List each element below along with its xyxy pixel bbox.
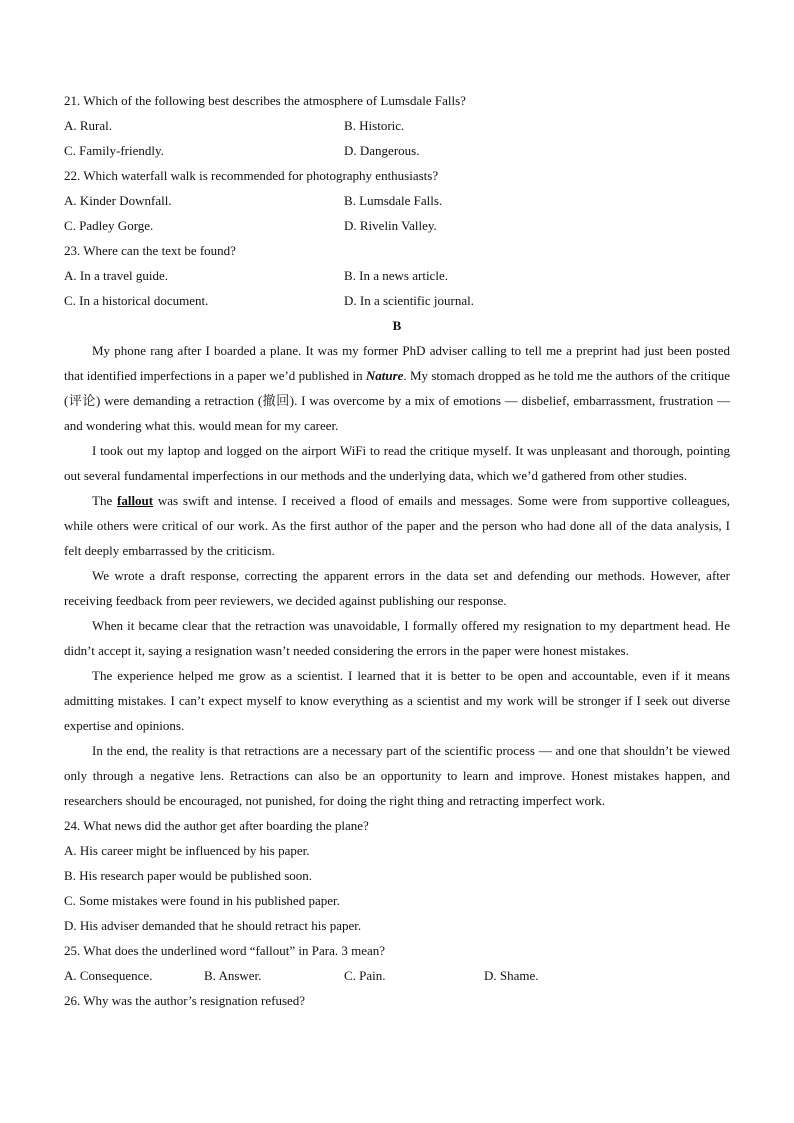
- q21-option-b: B. Historic.: [344, 118, 405, 133]
- q24-option-b: B. His research paper would be published soon.: [64, 868, 313, 883]
- q25-options: [64, 963, 730, 988]
- passage-b: [64, 338, 730, 813]
- p1-text-a: My phone rang after I boarded a plane. It was my former PhD adviser calling to tell me a preprint had just been posted that identified imperfections in a paper we’d published in: [64, 343, 730, 383]
- p3-text-b: was swift and intense. I received a flood of emails and messages. Some were from supportive colleagues, while others were critical of our work. As the first author of the paper and the person who had done all of the data analysis, I felt deeply embarrassed by the criticism.: [64, 493, 730, 558]
- q24-option-d: D. His adviser demanded that he should retract his paper.: [64, 918, 362, 933]
- q25-option-c: C. Pain.: [344, 968, 386, 983]
- q25-option-a: A. Consequence.: [64, 968, 153, 983]
- q22-options-row1: [64, 188, 730, 213]
- section-b-heading: B: [392, 318, 402, 333]
- q21-options-row1: [64, 113, 730, 138]
- q21-question: 21. Which of the following best describes the atmosphere of Lumsdale Falls?: [64, 93, 466, 108]
- q21-option-c: C. Family-friendly.: [64, 143, 164, 158]
- q21-option-d: D. Dangerous.: [344, 143, 420, 158]
- passage-paragraph-1: [64, 338, 730, 438]
- q22-options-row2: [64, 213, 730, 238]
- passage-paragraph-5: When it became clear that the retraction was unavoidable, I formally offered my resignation to my department head. He didn’t accept it, saying a resignation wasn’t needed considering the errors in the paper were honest mistakes.: [64, 618, 730, 658]
- passage-paragraph-4: We wrote a draft response, correcting the apparent errors in the data set and defending our methods. However, after receiving feedback from peer reviewers, we decided against publishing our response.: [64, 568, 730, 608]
- q23-option-d: D. In a scientific journal.: [344, 293, 474, 308]
- q23-option-b: B. In a news article.: [344, 268, 448, 283]
- q25-option-b: B. Answer.: [204, 968, 262, 983]
- q23-option-a: A. In a travel guide.: [64, 268, 168, 283]
- q23-option-c: C. In a historical document.: [64, 293, 209, 308]
- journal-name-nature: Nature: [365, 368, 404, 383]
- q21-option-a: A. Rural.: [64, 118, 113, 133]
- passage-paragraph-3: [64, 488, 730, 563]
- passage-paragraph-7: In the end, the reality is that retractions are a necessary part of the scientific process — and one that shouldn’t be viewed only through a negative lens. Retractions can also be an opportunity to learn and improve. Honest mistakes happen, and researchers should be encouraged, not punished, for doing the right thing and retracting imperfect work.: [64, 743, 730, 808]
- q24-question: 24. What news did the author get after boarding the plane?: [64, 818, 369, 833]
- q23-options-row2: [64, 288, 730, 313]
- passage-paragraph-6: The experience helped me grow as a scientist. I learned that it is better to be open and accountable, even if it means admitting mistakes. I can’t expect myself to know everything as a scientist and my work will be stronger if I seek out diverse expertise and opinions.: [64, 668, 730, 733]
- q22-option-a: A. Kinder Downfall.: [64, 193, 172, 208]
- passage-paragraph-2: I took out my laptop and logged on the airport WiFi to read the critique myself. It was unpleasant and thorough, pointing out several fundamental imperfections in our methods and the underlying data, which we’d gathered from other studies.: [64, 443, 730, 483]
- q26-question: 26. Why was the author’s resignation refused?: [64, 993, 306, 1008]
- p1-text-b: . My stomach dropped as he told me the authors of the critique (评论) were demanding a retraction (撤回). I was overcome by a mix of emotions — disbelief, embarrassment, frustration — and wondering what this. would mean for my career.: [64, 368, 730, 433]
- q25-option-d: D. Shame.: [484, 968, 539, 983]
- q24-option-c: C. Some mistakes were found in his published paper.: [64, 893, 340, 908]
- q23-options-row1: [64, 263, 730, 288]
- exam-page: [64, 88, 730, 1013]
- q25-question: 25. What does the underlined word “fallout” in Para. 3 mean?: [64, 943, 386, 958]
- q22-option-d: D. Rivelin Valley.: [344, 218, 437, 233]
- q23-question: 23. Where can the text be found?: [64, 243, 236, 258]
- q24-option-a: A. His career might be influenced by his paper.: [64, 843, 310, 858]
- p3-text-a: The: [92, 493, 117, 508]
- q22-option-c: C. Padley Gorge.: [64, 218, 154, 233]
- q22-option-b: B. Lumsdale Falls.: [344, 193, 443, 208]
- underlined-word-fallout: fallout: [117, 493, 154, 508]
- q22-question: 22. Which waterfall walk is recommended for photography enthusiasts?: [64, 168, 439, 183]
- q21-options-row2: [64, 138, 730, 163]
